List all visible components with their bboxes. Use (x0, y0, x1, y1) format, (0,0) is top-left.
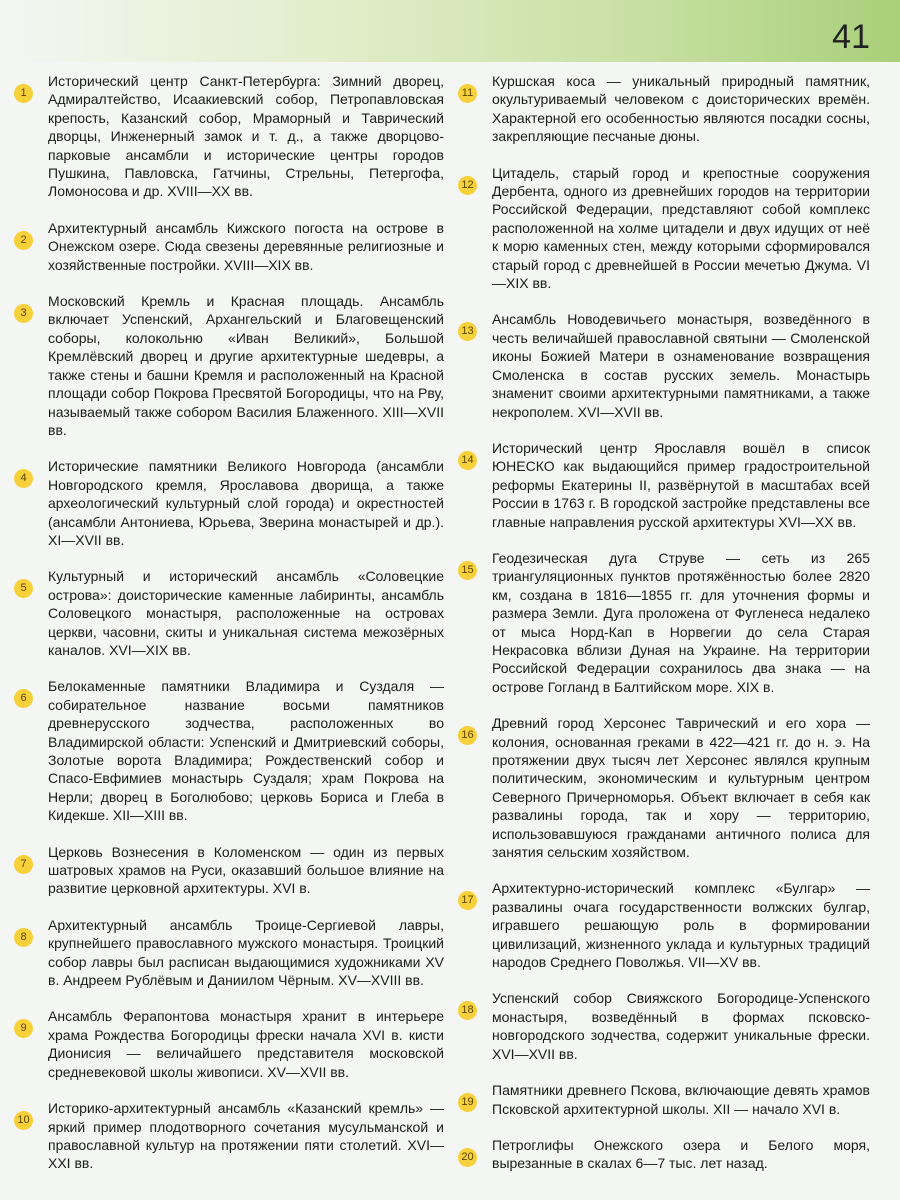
heritage-entry (458, 1136, 870, 1173)
page-number: 41 (832, 18, 870, 56)
heritage-entry (14, 72, 444, 201)
heritage-entry (458, 879, 870, 971)
number-badge-icon: 20 (458, 1148, 477, 1167)
right-column (458, 72, 870, 1191)
heritage-entry (14, 219, 444, 274)
number-badge-icon: 13 (458, 322, 477, 341)
entry-text: Белокаменные памятники Владимира и Суздаля — собирательное название восьми памятников древнерусского зодчества, расположенных во Владимирской области: Успенский и Дмитриевский соборы, Золотые ворота Владимира; Рождественский собор и Спасо-Евфимиев монастырь Суздаля; храм Покрова на Нерли; дворец в Боголюбово; церковь Бориса и Глеба в Кидекше. XII—XIII вв. (48, 678, 444, 824)
number-badge-icon: 9 (14, 1019, 33, 1038)
entry-text: Ансамбль Новодевичьего монастыря, возведённого в честь величайшей православной святыни — Смоленской иконы Божией Матери в ознаменование возвращения Смоленска в состав русских земель. Монастырь знаменит своими архитектурными памятниками, а также некрополем. XVI—XVII вв. (492, 311, 870, 420)
number-badge-icon: 18 (458, 1001, 477, 1020)
number-badge-icon: 2 (14, 231, 33, 250)
entry-text: Древний город Херсонес Таврический и его хора — колония, основанная греками в 422—421 гг. до н. э. На протяжении двух тысяч лет Херсонес являлся крупным политическим, экономическим и культурным центром Северного Причерноморья. Объект включает в себя как развалины города, так и хору — территорию, использовавшуюся гражданами античного полиса для занятия сельским хозяйством. (492, 715, 870, 861)
entry-text: Петроглифы Онежского озера и Белого моря, вырезанные в скалах 6—7 тыс. лет назад. (492, 1136, 870, 1172)
entry-text: Памятники древнего Пскова, включающие девять храмов Псковской архитектурной школы. XII — начало XVI в. (492, 1082, 870, 1117)
heritage-entry (458, 989, 870, 1063)
heritage-entry (458, 549, 870, 696)
entry-text: Историко-архитектурный ансамбль «Казанский кремль» — яркий пример плодотворного сочетания мусульманской и православной культур на протяжении пяти столетий. XVI—XXI вв. (48, 1100, 444, 1172)
heritage-entry (458, 1081, 870, 1118)
entry-text: Исторические памятники Великого Новгорода (ансамбли Новгородского кремля, Ярославова дворища, а также археологический культурный слой города) и окрестностей (ансамбли Антониева, Юрьева, Зверина монастырей и др.). XI—XVII вв. (48, 458, 444, 548)
entry-text: Архитектурно-исторический комплекс «Булгар» — развалины очага государственности волжских булгар, игравшего решающую роль в формировании цивилизаций, жизненного уклада и культурных традиций народов Среднего Поволжья. VII—XV вв. (492, 880, 870, 971)
heritage-entry (14, 677, 444, 824)
entry-text: Ансамбль Ферапонтова монастыря хранит в интерьере храма Рождества Богородицы фрески начала XVI в. кисти Дионисия — величайшего представителя московской средневековой школы живописи. XV—XVII вв. (48, 1008, 444, 1080)
heritage-entry (14, 1007, 444, 1081)
number-badge-icon: 12 (458, 176, 477, 195)
entry-text: Архитектурный ансамбль Троице-Сергиевой лавры, крупнейшего православного мужского монастыря. Троицкий собор лавры был расписан выдающимися художниками XV в. Андреем Рублёвым и Даниилом Чёрным. XV—XVIII вв. (48, 916, 444, 989)
number-badge-icon: 8 (14, 928, 33, 947)
number-badge-icon: 16 (458, 726, 477, 745)
entry-text: Московский Кремль и Красная площадь. Ансамбль включает Успенский, Архангельский и Благовещенский соборы, колокольню «Иван Великий», Большой Кремлёвский дворец и другие архитектурные шедевры, а также стены и башни Кремля и расположенный на Красной площади собор Покрова Пресвятой Богородицы, что на Рву, называемый также собором Василия Блаженного. XIII—XVII вв. (48, 293, 444, 438)
number-badge-icon: 19 (458, 1093, 477, 1112)
heritage-entry (14, 843, 444, 898)
number-badge-icon: 3 (14, 304, 33, 323)
number-badge-icon: 6 (14, 689, 33, 708)
number-badge-icon: 4 (14, 469, 33, 488)
entry-text: Куршская коса — уникальный природный памятник, окультуриваемый человеком с доисторических времён. Характерной его особенностью являются посадки сосны, закрепляющие песчаные дюны. (492, 73, 870, 145)
heritage-entry (14, 916, 444, 990)
entry-text: Культурный и исторический ансамбль «Соловецкие острова»: доисторические каменные лабиринты, ансамбль Соловецкого монастыря, расположенные на островах церкви, часовни, скиты и уникальная система межозёрных каналов. XVI—XIX вв. (48, 568, 444, 658)
heritage-entry (14, 567, 444, 659)
number-badge-icon: 15 (458, 561, 477, 580)
heritage-entry (458, 72, 870, 146)
left-column (14, 72, 444, 1191)
entry-text: Геодезическая дуга Струве — сеть из 265 триангуляционных пунктов протяжённостью более 2820 км, создана в 1816—1855 гг. для уточнения формы и размера Земли. Дуга проложена от Фугленеса недалеко от мыса Норд-Кап в Норвегии до села Старая Некрасовка вблизи Дуная на Украине. На территории Российской Федерации сохранилось два знака — на острове Гогланд в Балтийском море. XIX в. (492, 549, 870, 695)
entry-text: Цитадель, старый город и крепостные сооружения Дербента, одного из древнейших городов на территории Российской Федерации, представляют собой комплекс расположенной на холме цитадели и двух идущих от неё к морю каменных стен, между которыми сформировался старый город с древнейшей в России мечетью Джума. VI—XIX вв. (492, 164, 870, 292)
number-badge-icon: 10 (14, 1111, 33, 1130)
heritage-entry (458, 310, 870, 420)
heritage-entry (14, 1099, 444, 1173)
entry-text: Успенский собор Свияжского Богородице-Успенского монастыря, возведённый в формах псковско-новгородского зодчества, содержит уникальные фрески. XVI—XVII вв. (492, 990, 870, 1062)
entry-text: Исторический центр Ярославля вошёл в список ЮНЕСКО как выдающийся пример градостроительной реформы Екатерины II, развёрнутой в масштабах всей России в 1763 г. В городской застройке представлены все главные направления русской архитектуры XVI—XX вв. (492, 439, 870, 530)
number-badge-icon: 5 (14, 579, 33, 598)
number-badge-icon: 7 (14, 855, 33, 874)
number-badge-icon: 17 (458, 891, 477, 910)
header-band (0, 0, 900, 62)
entry-text: Исторический центр Санкт-Петербурга: Зимний дворец, Адмиралтейство, Исаакиевский собор, Петропавловская крепость, Казанский собор, Мраморный и Таврический дворцы, Инженерный замок и т. д., а также дворцово-парковые ансамбли и исторические центры городов Пушкина, Павловска, Гатчины, Стрельны, Петергофа, Ломоносова и др. XVIII—XX вв. (48, 73, 444, 200)
number-badge-icon: 14 (458, 451, 477, 470)
heritage-entry (458, 164, 870, 293)
number-badge-icon: 11 (458, 84, 477, 103)
heritage-entry (14, 292, 444, 439)
number-badge-icon: 1 (14, 84, 33, 103)
heritage-entry (458, 439, 870, 531)
heritage-entry (458, 714, 870, 861)
entry-text: Церковь Вознесения в Коломенском — один из первых шатровых храмов на Руси, оказавший большое влияние на развитие церковной архитектуры. XVI в. (48, 843, 444, 897)
entry-text: Архитектурный ансамбль Кижского погоста на острове в Онежском озере. Сюда свезены деревянные религиозные и хозяйственные постройки. XVIII—XIX вв. (48, 219, 444, 273)
heritage-entry (14, 457, 444, 549)
